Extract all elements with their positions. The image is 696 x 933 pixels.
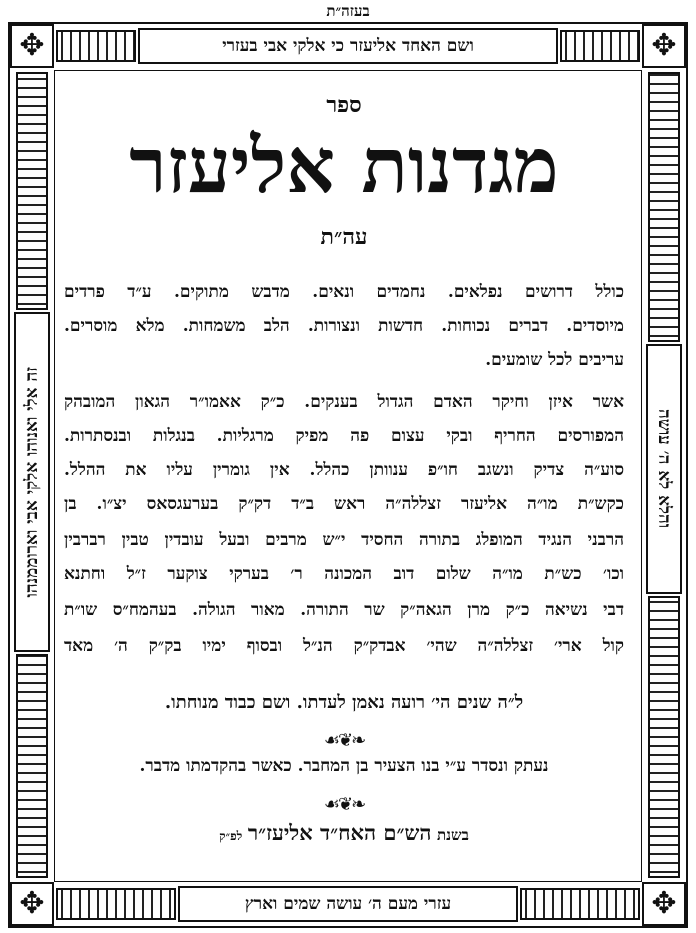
border-ornament xyxy=(520,888,640,920)
title-abbrev: עה״ת xyxy=(320,224,368,250)
right-border-panel xyxy=(646,344,682,594)
body-line: קול ארי׳ זצללה״ה שהי׳ אבדק״ק הנ״ל ובסוף ימיו בק״ק ה׳ מאד xyxy=(64,636,624,656)
left-border-text: זה אלי ואנוהו אלקי אבי וארוממנהו xyxy=(22,366,42,598)
body-line: סוע״ה צדיק ונשגב חו״פ ענוותן כהלל. אין גומרין עליו את ההלל. xyxy=(64,460,624,480)
body-line: הרבני הנגיד המופלג בתורה החסיד י״ש מרבים ובעל עובדין טבין רברבין xyxy=(64,530,624,550)
body-line: כולל דרושים נפלאים. נחמדים ונאים. מדבש מתוקים. ע״ד פרדים xyxy=(64,282,624,302)
ornament-divider-icon: ❧❦☙ xyxy=(323,794,365,815)
corner-ornament-icon: ✥ xyxy=(642,24,686,68)
year-line xyxy=(64,820,624,846)
year-value: הש״ם האח״ד אליעז״ר xyxy=(247,820,432,845)
border-ornament xyxy=(56,30,136,62)
bottom-border-text: עזרי מעם ה׳ עושה שמים וארץ xyxy=(244,894,452,914)
border-ornament xyxy=(16,72,48,310)
header-word: בעזה״ת xyxy=(326,2,370,20)
body-line: אשר איזן וחיקר האדם הגדול בענקים. כ״ק אאמו״ר הגאון המובהק xyxy=(64,392,624,412)
body-line: המפורסים החריף ובקי עצום פה מפיק מרגליות. בנגלות ובנסתרות. xyxy=(64,426,624,446)
border-ornament xyxy=(16,654,48,878)
year-suffix: לפ״ק xyxy=(219,829,243,843)
main-title: מגדנות אליעזר xyxy=(129,121,559,210)
sefer-label: ספר xyxy=(326,92,362,118)
top-border-panel xyxy=(138,28,558,64)
ornament-divider-icon: ❧❦☙ xyxy=(323,730,365,751)
editor-line: נעתק ונסדר ע״י בנו הצעיר בן המחבר. כאשר בהקדמתו מדבר. xyxy=(139,756,549,776)
body-line: וכו׳ כש״ת מו״ה שלום דוב המכונה ר׳ בערקי צוקער ז״ל וחתנא xyxy=(64,564,624,584)
body-line: דבי נשיאה כ״ק מרן הגאה״ק שר התורה. מאור הגולה. בעהמח״ס שו״ת xyxy=(64,600,624,620)
year-prefix: בשנת xyxy=(436,826,469,844)
right-border-text: והלא לא ה׳ עושה xyxy=(654,409,674,529)
corner-ornament-icon: ✥ xyxy=(642,882,686,926)
closing-line: ל״ה שנים הי׳ רועה נאמן לעדתו. ושם כבוד מנוחתו. xyxy=(164,692,524,713)
corner-ornament-icon: ✥ xyxy=(10,24,54,68)
border-ornament xyxy=(56,888,176,920)
top-border-text: ושם האחד אליעזר כי אלקי אבי בעזרי xyxy=(222,36,474,56)
corner-ornament-icon: ✥ xyxy=(10,882,54,926)
bottom-border-panel xyxy=(178,886,518,922)
body-line: כקש״ת מו״ה אליעזר זצללה״ה ראש ב״ד דק״ק בערעגסאס יצ״ו. בן xyxy=(64,494,624,514)
body-line: עריבים לכל שומעים. xyxy=(485,350,624,370)
border-ornament xyxy=(648,72,680,342)
left-border-panel xyxy=(14,312,50,652)
body-line: מיוסדים. דברים נכוחות. חדשות ונצורות. הלב משמחות. מלא מוסרים. xyxy=(64,316,624,336)
border-ornament xyxy=(648,596,680,878)
border-ornament xyxy=(560,30,640,62)
